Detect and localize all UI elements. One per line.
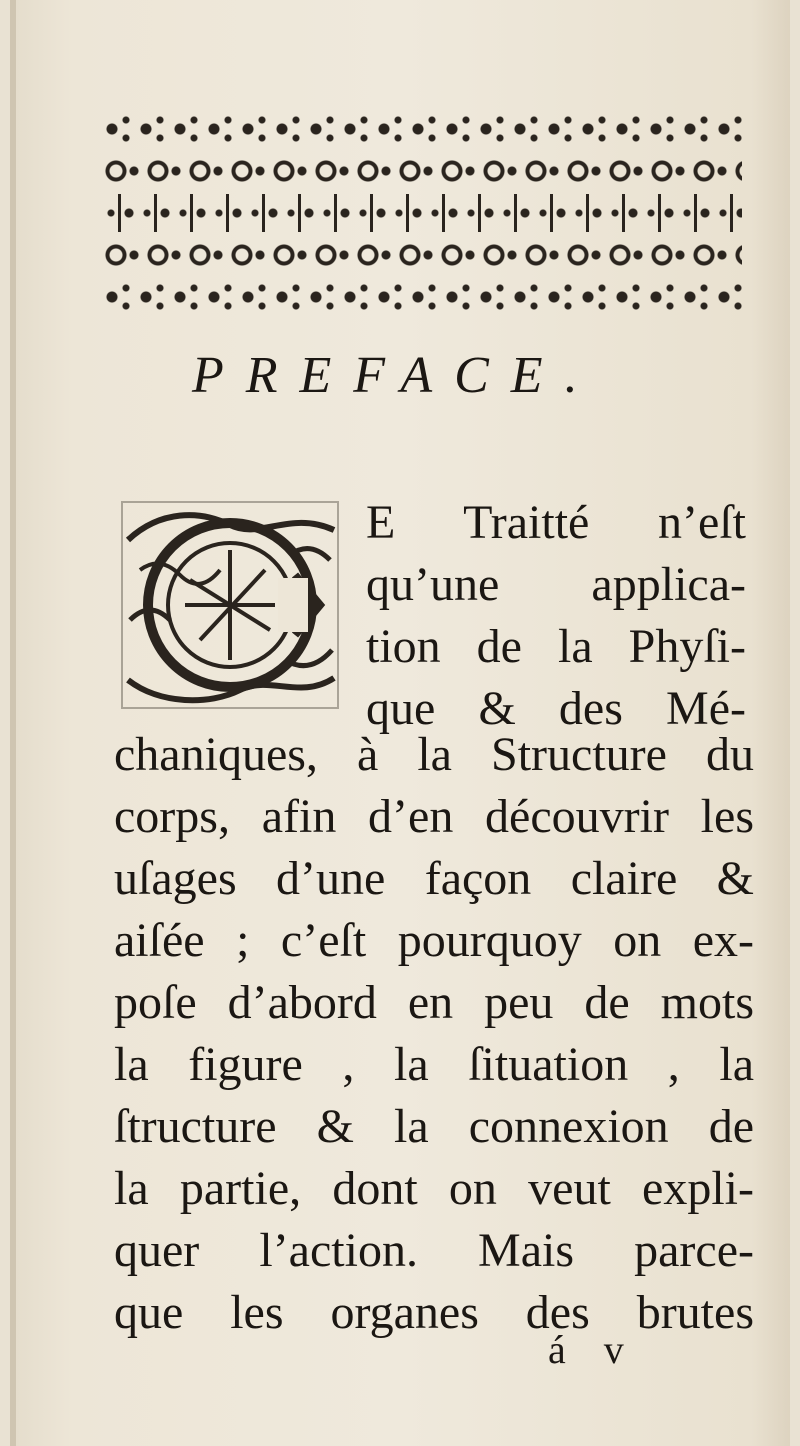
opening-text-block: [366, 492, 746, 740]
text-line: tion de la Phyſi-: [366, 620, 746, 673]
ornament-row: [102, 278, 742, 316]
text-line: uſages d’une façon claire &: [114, 852, 754, 905]
book-page: [10, 0, 790, 1446]
ornament-row: [102, 194, 742, 232]
text-line: que les organes des brutes: [114, 1286, 754, 1339]
text-line: ſtructure & la connexion de: [114, 1100, 754, 1153]
text-line: corps, afin d’en découvrir les: [114, 790, 754, 843]
ornament-row: [102, 236, 742, 274]
text-line: la figure , la ſituation , la: [114, 1038, 754, 1091]
ornament-row: [102, 110, 742, 148]
ornament-row: [102, 152, 742, 190]
decorated-initial-c-icon: [120, 500, 340, 710]
text-line: la partie, dont on veut expli-: [114, 1162, 754, 1215]
text-line: poſe d’abord en peu de mots: [114, 976, 754, 1029]
text-line: E Traitté n’eſt: [366, 496, 746, 549]
text-line: aiſée ; c’eſt pourquoy on ex-: [114, 914, 754, 967]
header-ornament: [102, 110, 742, 320]
main-text-block: [114, 724, 754, 1344]
signature-mark: á v: [548, 1327, 638, 1372]
page-title: PREFACE.: [192, 347, 600, 404]
text-line: quer l’action. Mais parce-: [114, 1224, 754, 1277]
text-line: que & des Mé-: [366, 682, 746, 735]
text-line: qu’une applica-: [366, 558, 746, 611]
text-line: chaniques, à la Structure du: [114, 728, 754, 781]
